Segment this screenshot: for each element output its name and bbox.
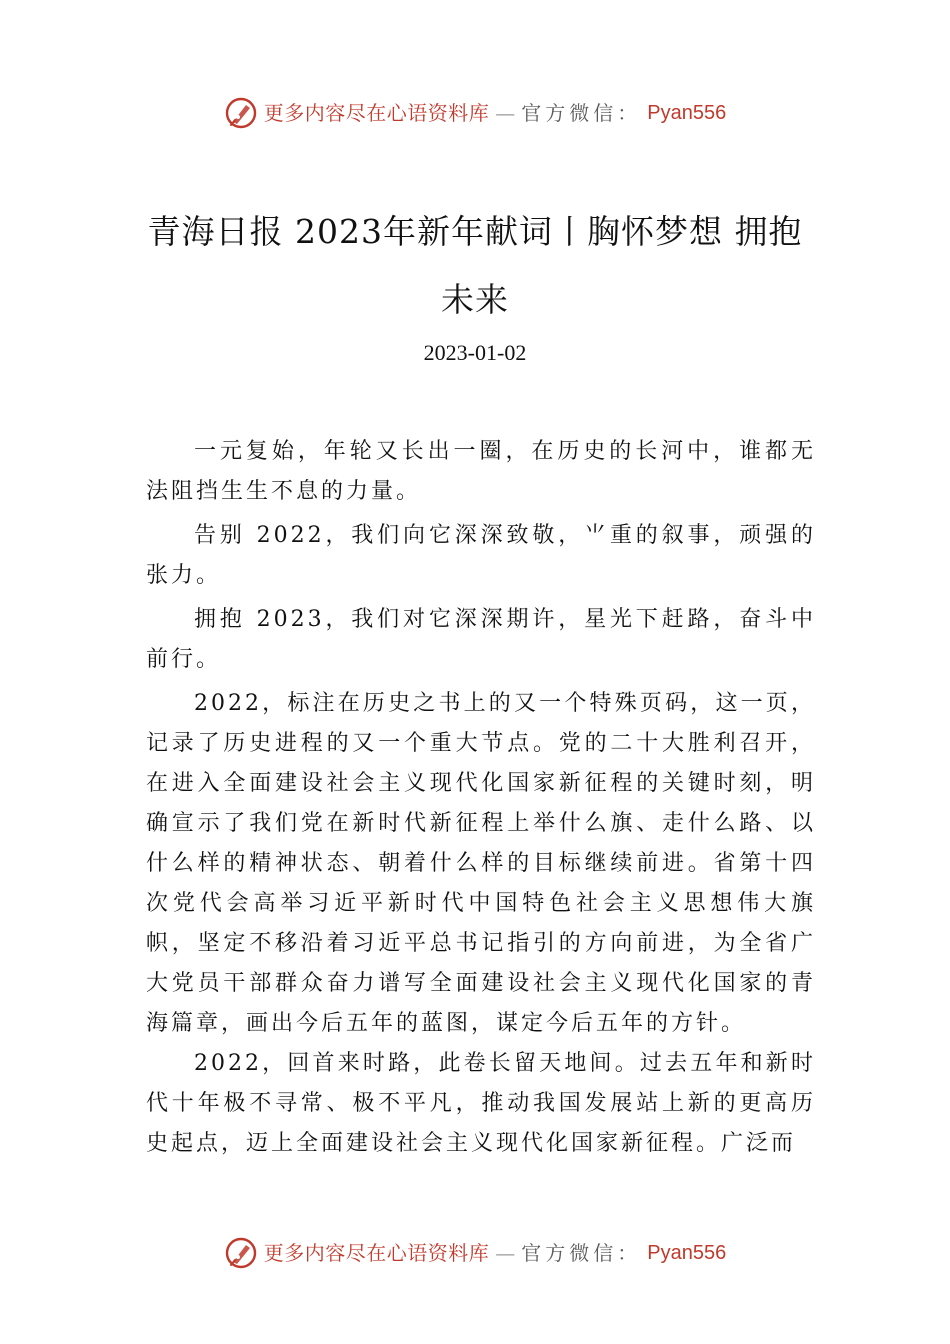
watermark-dash: — (495, 1241, 516, 1265)
watermark-site-text: 更多内容尽在心语资料库 (263, 101, 490, 125)
paragraph: 拥抱 2023，我们对它深深期许，星光下赶路，奋斗中前行。 (146, 607, 816, 672)
paragraph: 一元复始，年轮又长出一圈，在历史的长河中，谁都无法阻挡生生不息的力量。 (146, 439, 816, 504)
quill-pen-logo-icon (224, 96, 258, 130)
watermark-official-label: 官方微信： (521, 101, 642, 125)
watermark-wechat-id: Pyan556 (647, 1242, 727, 1264)
paragraph: 2022，标注在历史之书上的又一个特殊页码，这一页，记录了历史进程的又一个重大节点。党的二十大胜利召开， 在进入全面建设社会主义现代化国家新征程的关键时刻，明确宣示了我们党在新时代新征程上举什么旗、走什么路、以什么样的精神状态、朝着什么样的目标继续前进。省第十四次党代会高举习近平新时代中国特色社会主义思想伟大旗帜，坚定不移沿着习近平总书记指引的方向前进，为全省广大党员干部群众奋力谱写全面建设社会主义现代化国家的青海篇章，画出今后五年的蓝图，谋定今后五年的方针。 (146, 691, 816, 1036)
watermark-site-text: 更多内容尽在心语资料库 (263, 1241, 490, 1265)
footer-watermark (0, 1236, 950, 1270)
quill-pen-logo-icon (224, 1236, 258, 1270)
paragraph: 2022，回首来时路，此卷长留天地间。过去五年和新时代十年极不寻常、极不平凡，推动我国发展站上新的更高历史起点，迈上全面建设社会主义现代化国家新征程。广泛而 (146, 1051, 816, 1156)
watermark-dash: — (495, 101, 516, 125)
article-body (146, 432, 816, 1164)
article-title: 青海日报 2023年新年献词丨胸怀梦想 拥抱未来 (147, 212, 803, 319)
watermark-wechat-id: Pyan556 (647, 102, 727, 124)
paragraph: 告别 2022，我们向它深深致敬，⺌重的叙事，顽强的张力。 (146, 523, 816, 588)
header-watermark (0, 96, 950, 130)
watermark-official-label: 官方微信： (521, 1241, 642, 1265)
article-date: 2023-01-02 (423, 340, 527, 365)
